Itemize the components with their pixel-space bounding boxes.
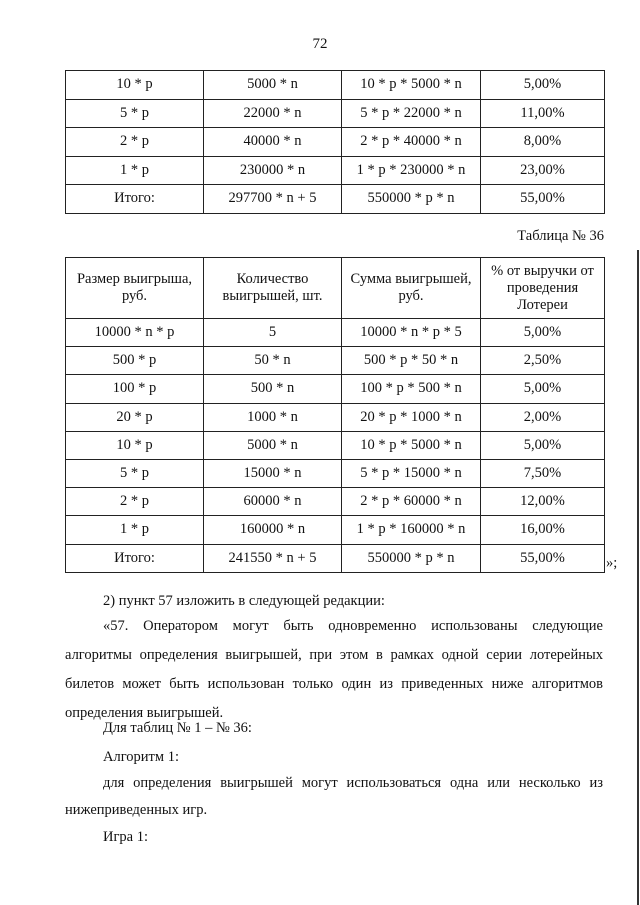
page-number: 72 [312,36,328,52]
table-row [66,319,605,347]
table-row [66,156,605,185]
item-2: 2) пункт 57 изложить в следующей редакции: [103,593,385,609]
table-cell: 20 * p [66,403,204,431]
game-1: Игра 1: [103,829,149,845]
table-row [66,403,605,431]
table-cell: 5000 * n [204,431,342,459]
table-cell: 5,00% [481,431,605,459]
table-row [66,185,605,214]
paragraph-57: «57. Оператором могут быть одновременно использованы следующие алгоритмы определения выигрышей, при этом в рамках одной серии лотерейных билетов может быть использован только один из приведенных ниже алгоритмов определения выигрышей. [65,618,603,721]
table-row [66,431,605,459]
table-cell: 297700 * n + 5 [204,185,342,214]
table-cell: 50 * n [204,347,342,375]
table-cell: 5 * p [66,459,204,487]
table-cell: 23,00% [481,156,605,185]
table-cell: 5,00% [481,319,605,347]
table-cell: 1 * p * 230000 * n [342,156,481,185]
table-row [66,459,605,487]
closing-quote: »; [606,555,618,571]
table-cell: 241550 * n + 5 [204,544,342,572]
table-cell: 20 * p * 1000 * n [342,403,481,431]
table-row [66,71,605,100]
table-cell: Итого: [66,544,204,572]
table-cell: 2 * p [66,128,204,157]
table-cell: 100 * p [66,375,204,403]
table-cell: 5,00% [481,375,605,403]
table-cell: 2 * p * 60000 * n [342,488,481,516]
table-cell: 10 * p * 5000 * n [342,431,481,459]
for-tables: Для таблиц № 1 – № 36: [103,720,252,736]
table-cell: 11,00% [481,99,605,128]
table-cell: 1 * p [66,516,204,544]
table-cell: 500 * p * 50 * n [342,347,481,375]
table-cell: 10000 * n * p * 5 [342,319,481,347]
table-cell: 2,50% [481,347,605,375]
table-row [66,347,605,375]
table-cell: 1000 * n [204,403,342,431]
table-cell: 550000 * p * n [342,185,481,214]
table-cell: 60000 * n [204,488,342,516]
table-cell: 16,00% [481,516,605,544]
table-continued [65,70,605,214]
table-cell: 10 * p * 5000 * n [342,71,481,100]
table-row [66,128,605,157]
table-cell: 5 * p * 22000 * n [342,99,481,128]
table-cell: 55,00% [481,544,605,572]
table-cell: 8,00% [481,128,605,157]
table-cell: 500 * p [66,347,204,375]
header-cell: Сумма выигрышей, руб. [342,258,481,319]
table-cell: 2 * p [66,488,204,516]
table-cell: 5 * p [66,99,204,128]
table-cell: 5 * p * 15000 * n [342,459,481,487]
table-cell: 100 * p * 500 * n [342,375,481,403]
table-cell: 15000 * n [204,459,342,487]
table-row [66,375,605,403]
table-cell: 40000 * n [204,128,342,157]
table-cell: 10 * p [66,431,204,459]
table-cell: 230000 * n [204,156,342,185]
table-row [66,488,605,516]
table-cell: 550000 * p * n [342,544,481,572]
table-cell: 7,50% [481,459,605,487]
table-cell: 1 * p [66,156,204,185]
table-cell: 1 * p * 160000 * n [342,516,481,544]
table-cell: 2,00% [481,403,605,431]
header-cell: Количество выигрышей, шт. [204,258,342,319]
table-row [66,516,605,544]
games-intro: для определения выигрышей могут использоваться одна или несколько из нижеприведенных игр. [65,775,603,818]
table-cell: 5000 * n [204,71,342,100]
header-cell: % от выручки от проведения Лотереи [481,258,605,319]
table-cell: 160000 * n [204,516,342,544]
table-row [66,99,605,128]
table-cell: 55,00% [481,185,605,214]
algorithm-1: Алгоритм 1: [103,749,179,765]
table-cell: 5 [204,319,342,347]
table-caption: Таблица № 36 [517,228,604,244]
table-cell: 12,00% [481,488,605,516]
table-row [66,544,605,572]
table-cell: 5,00% [481,71,605,100]
table-cell: 10000 * n * p [66,319,204,347]
scan-edge [637,250,639,905]
header-cell: Размер выигрыша, руб. [66,258,204,319]
table-cell: 10 * p [66,71,204,100]
table-36 [65,257,605,573]
table-cell: 22000 * n [204,99,342,128]
table-cell: 2 * p * 40000 * n [342,128,481,157]
table-cell: 500 * n [204,375,342,403]
table-header-row [66,258,605,319]
table-cell: Итого: [66,185,204,214]
